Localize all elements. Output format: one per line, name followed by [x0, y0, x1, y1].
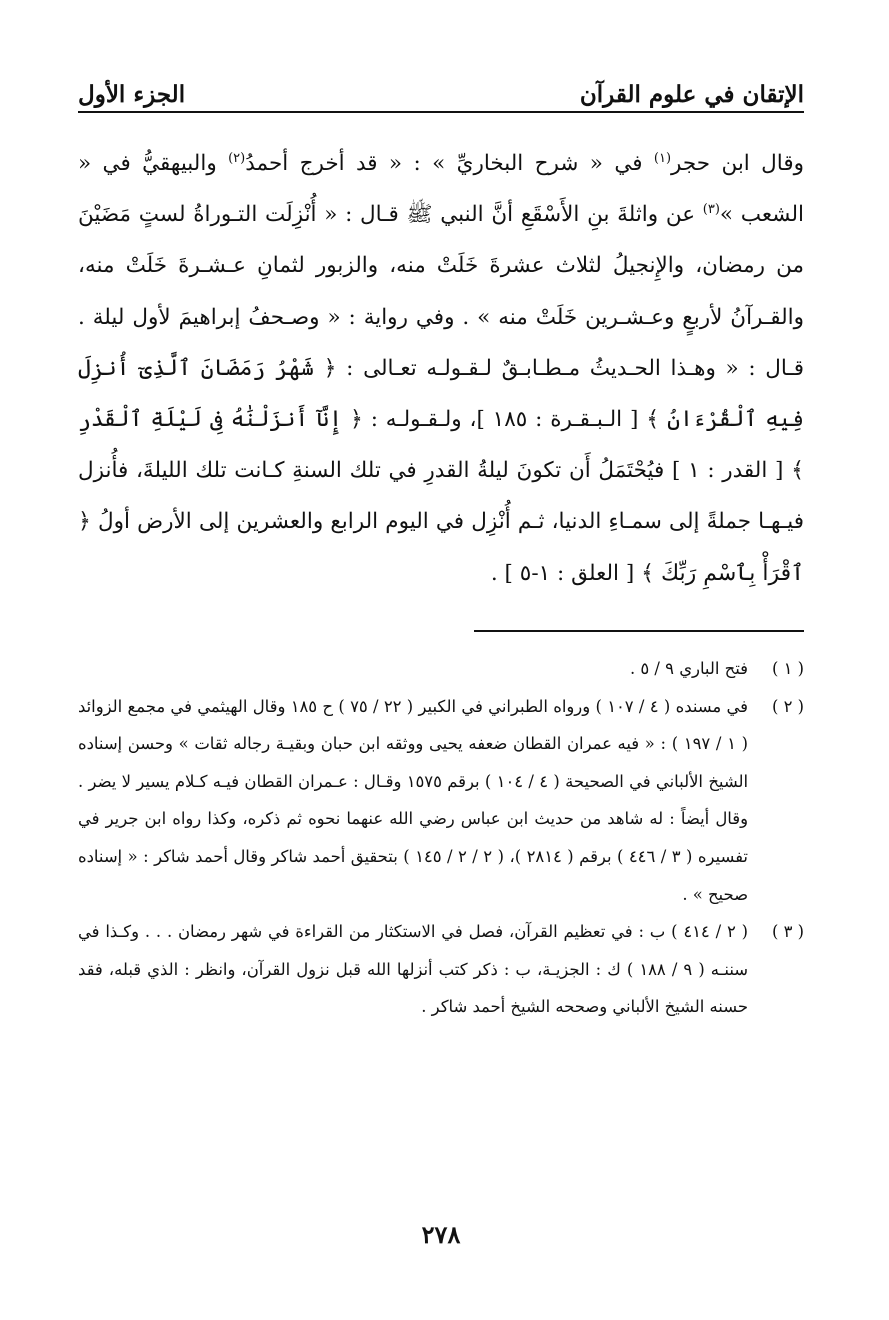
quran-verse: ﴿ شَهْرُ رَمَضَانَ ٱلَّذِىٓ أُنزِلَ فِيهِ ٱلْقُرْءَانُ ﴾	[78, 355, 804, 433]
footnote-1	[78, 650, 804, 688]
main-text	[78, 138, 804, 599]
text-segment: في « شرح البخاريِّ » : « قد أخرج أحمدُ	[245, 151, 654, 176]
quran-verse: ﴿ إِنَّآ أَنزَلْنَٰهُ فِى لَيْلَةِ ٱلْقَدْرِ ﴾	[78, 407, 804, 484]
footnote-3	[78, 913, 804, 1026]
main-paragraph	[78, 138, 804, 599]
volume-label: الجزء الأول	[78, 81, 186, 108]
footnote-ref-3: (٣)	[702, 202, 720, 218]
footnote-ref-2: (٢)	[228, 150, 246, 166]
footnote-number: ( ٢ )	[771, 696, 804, 716]
text-segment: [ الـبـقـرة : ١٨٥ ]، ولـقـولـه :	[362, 407, 647, 433]
book-title: الإتقان في علوم القرآن	[579, 81, 804, 108]
quran-verse: ﴿ ٱقْرَأْ بِٱسْمِ رَبِّكَ ﴾	[78, 509, 804, 586]
text-segment: والبيهقيُّ في « الشعب »	[78, 151, 804, 228]
text-segment: عن واثلةَ بنِ الأَسْقَعِ أنَّ النبي ﷺ قـال : « أُنْزِلَت التـوراةُ لستٍ مَضَيْنَ من رمضان، والإِنجيلُ لثلاث عشرةَ خَلَتْ منه، والزبور لثمانِ عـشـرةَ خَلَتْ منه، والقـرآنُ لأربعٍ وعـشـرين خَلَتْ منه » . وفي رواية : « وصـحفُ إبراهيمَ لأول ليلة . قـال : « وهـذا الحـديثُ مـطـابـقٌ لـقـولـه تعـالى :	[78, 202, 804, 381]
footnote-text: فتح الباري ٩ / ٥ .	[629, 659, 748, 678]
footnote-number: ( ١ )	[771, 659, 804, 678]
footnote-text: في مسنده ( ٤ / ١٠٧ ) ورواه الطبراني في الكبير ( ٢٢ / ٧٥ ) ح ١٨٥ وقال الهيثمي في مجمع الزوائد ( ١ / ١٩٧ ) : « فيه عمران القطان ضعفه يحيى ووثقه ابن حبان وبقيـة رجاله ثقات » وحسن إسناده الشيخ الألباني في الصحيحة ( ٤ / ١٠٤ ) برقم ١٥٧٥ وقـال : عـمران القطان فيـه كـلام يسير لا يضر . وقال أيضاً : له شاهد من حديث ابن عباس رضي الله عنهما نحوه ثم ذكره، وكذا رواه ابن جرير في تفسيره ( ٣ / ٤٤٦ ) برقم ( ٢٨١٤ )، ( ٢ / ٢ / ١٤٥ ) بتحقيق أحمد شاكر وقال أحمد شاكر : « إسناده صحيح » .	[78, 696, 749, 904]
footnote-separator	[474, 630, 804, 632]
page-number: ٢٧٨	[421, 1220, 461, 1249]
running-header	[78, 68, 804, 108]
book-page	[78, 58, 804, 1288]
footnotes	[78, 650, 804, 1026]
footnote-ref-1: (١)	[653, 150, 672, 166]
footnote-text: ( ٢ / ٤١٤ ) ب : في تعظيم القرآن، فصل في الاستكثار من القراءة في شهر رمضان . . . وكـذا في سننـه ( ٩ / ١٨٨ ) ك : الجزيـة، ب : ذكر كتب أنزلها الله قبل نزول القرآن، وانظر : الذي قبله، فقد حسنه الشيخ الألباني وصححه الشيخ أحمد شاكر .	[78, 922, 749, 1017]
text-segment: [ القدر : ١ ] فيُحْتَمَلُ أَن تكونَ ليلةُ القدرِ في تلك السنةِ كـانت تلك الليلةَ، فأُنزل فيـهـا جملةً إلى سمـاءِ الدنيا، ثـم أُنْزِل في اليوم الرابع والعشرين إلى الأرض أولُ	[78, 458, 804, 535]
footnote-2	[78, 688, 804, 914]
footnote-number: ( ٣ )	[771, 922, 804, 942]
text-segment: وقال ابن حجر	[671, 151, 804, 176]
text-segment: [ العلق : ١-٥ ] .	[490, 560, 642, 586]
header-rule	[78, 111, 804, 113]
